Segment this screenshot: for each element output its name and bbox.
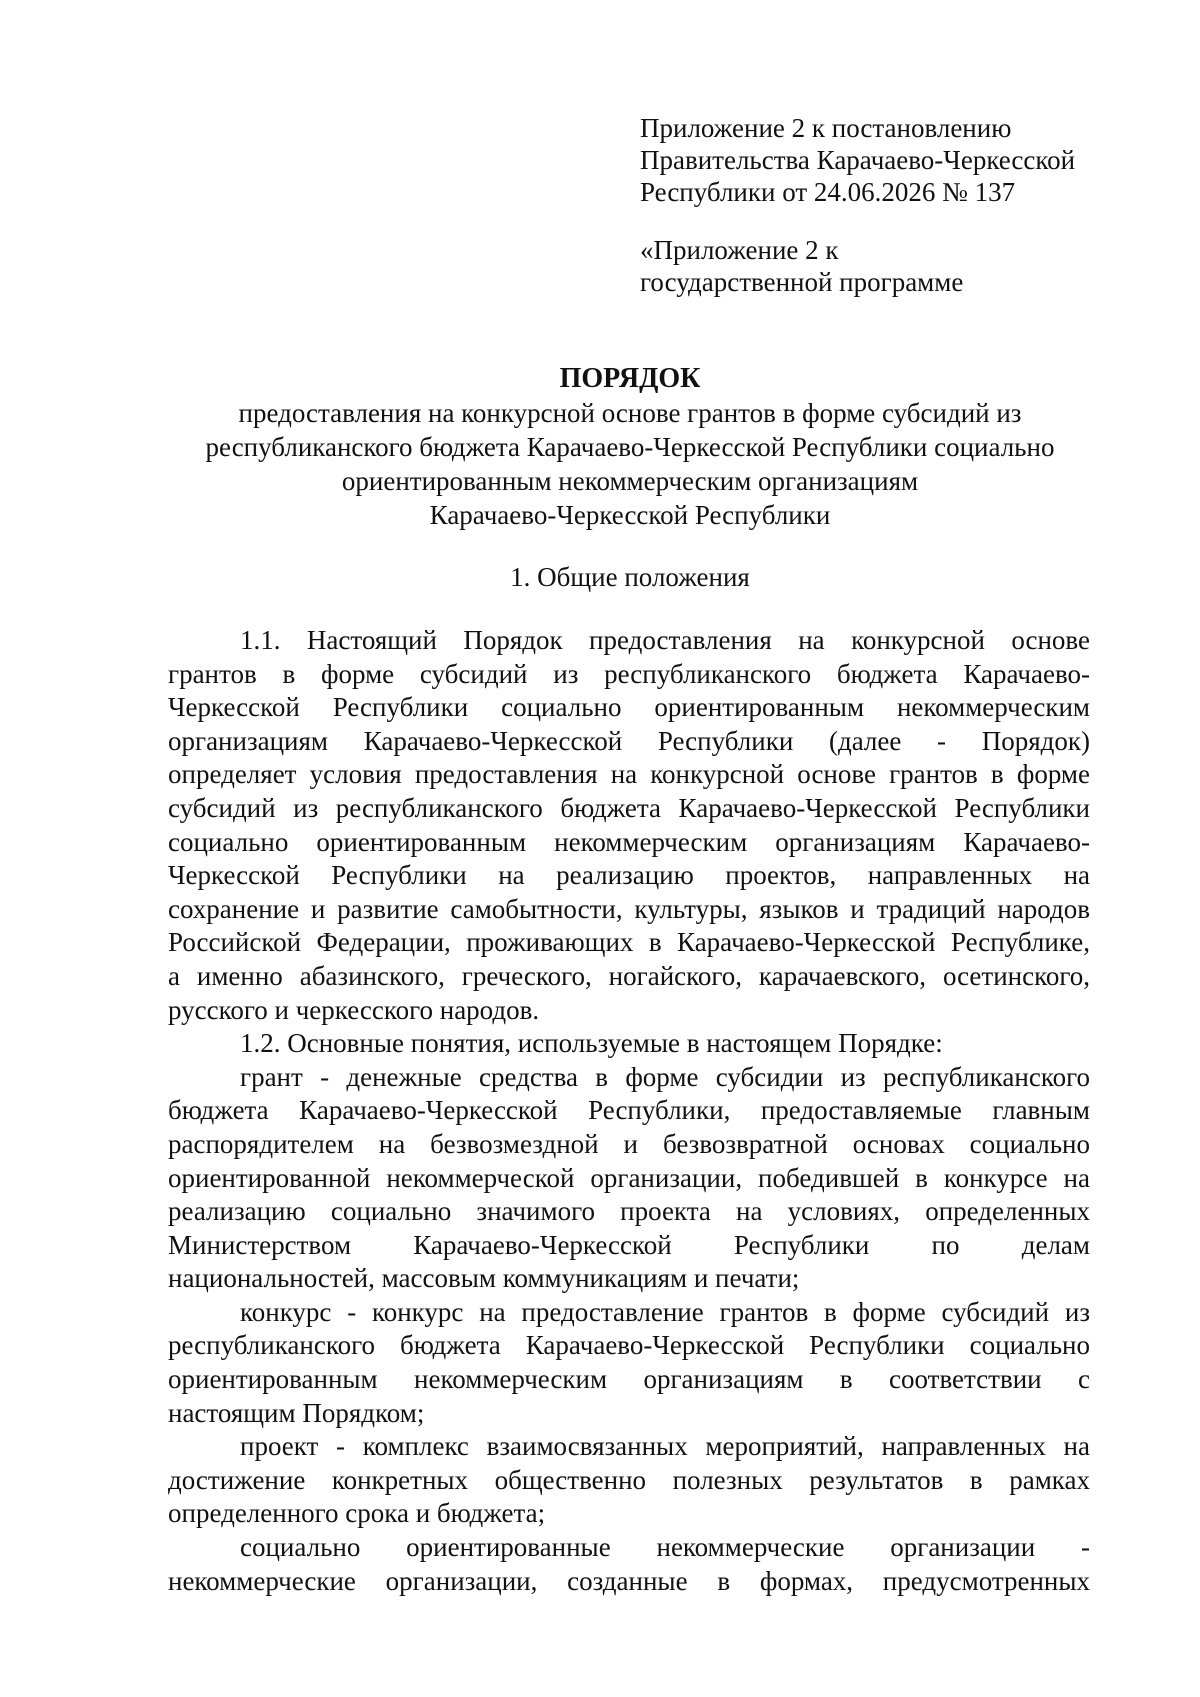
document-title-block — [150, 362, 1110, 532]
body-line: Черкесской Республики на реализацию проектов, направленных на — [168, 860, 1090, 891]
body-line: Российской Федерации, проживающих в Карачаево-Черкесской Республике, — [168, 927, 1090, 958]
body-line: распорядителем на безвозмездной и безвозвратной основах социально — [168, 1128, 1090, 1159]
appendix-line: государственной программе — [640, 267, 964, 297]
body-line: определенного срока и бюджета; — [168, 1498, 546, 1529]
body-line: Министерством Карачаево-Черкесской Республики по делам — [168, 1229, 1090, 1260]
body-line: грантов в форме субсидий из республиканского бюджета Карачаево- — [168, 658, 1090, 689]
program-appendix-reference — [640, 234, 1160, 298]
body-text — [168, 624, 1090, 1598]
body-line: сохранение и развитие самобытности, культуры, языков и традиций народов — [168, 893, 1090, 924]
body-line: конкурс - конкурс на предоставление грантов в форме субсидий из — [240, 1296, 1090, 1327]
body-line: русского и черкесского народов. — [168, 994, 540, 1025]
resolution-reference — [640, 112, 1160, 208]
body-line: социально ориентированные некоммерческие организации - — [240, 1532, 1090, 1563]
title-subline: ориентированным некоммерческим организациям — [341, 466, 919, 496]
body-line: 1.2. Основные понятия, используемые в настоящем Порядке: — [240, 1028, 943, 1059]
body-line: ориентированной некоммерческой организации, победившей в конкурсе на — [168, 1162, 1090, 1193]
title-subline: республиканского бюджета Карачаево-Черкесской Республики социально — [205, 432, 1055, 462]
body-line: бюджета Карачаево-Черкесской Республики, предоставляемые главным — [168, 1095, 1090, 1126]
body-line: республиканского бюджета Карачаево-Черкесской Республики социально — [168, 1330, 1090, 1361]
header-line: Правительства Карачаево-Черкесской — [640, 145, 1076, 175]
body-line: 1.1. Настоящий Порядок предоставления на конкурсной основе — [240, 625, 1090, 655]
body-line: определяет условия предоставления на конкурсной основе грантов в форме — [168, 759, 1090, 790]
body-line: проект - комплекс взаимосвязанных мероприятий, направленных на — [240, 1431, 1090, 1462]
title-subline: Карачаево-Черкесской Республики — [429, 500, 831, 530]
body-line: достижение конкретных общественно полезных результатов в рамках — [168, 1464, 1090, 1495]
body-line: национальностей, массовым коммуникациям и печати; — [168, 1263, 800, 1294]
appendix-line: «Приложение 2 к — [640, 235, 839, 265]
body-line: некоммерческие организации, созданные в формах, предусмотренных — [168, 1565, 1090, 1596]
body-line: грант - денежные средства в форме субсидии из республиканского — [240, 1061, 1090, 1092]
document-title: ПОРЯДОК — [559, 363, 701, 394]
body-line: а именно абазинского, греческого, ногайского, карачаевского, осетинского, — [168, 960, 1090, 991]
body-line: социально ориентированным некоммерческим организациям Карачаево- — [168, 826, 1090, 857]
header-line: Республики от 24.06.2026 № 137 — [640, 177, 1016, 207]
body-line: ориентированным некоммерческим организациям в соответствии с — [168, 1364, 1090, 1395]
body-line: реализацию социально значимого проекта на условиях, определенных — [168, 1196, 1090, 1227]
section-heading: 1. Общие положения — [510, 562, 750, 592]
title-subline: предоставления на конкурсной основе грантов в форме субсидий из — [238, 398, 1022, 428]
body-line: настоящим Порядком; — [168, 1397, 425, 1428]
body-line: организациям Карачаево-Черкесской Республики (далее - Порядок) — [168, 725, 1090, 756]
header-line: Приложение 2 к постановлению — [640, 113, 1012, 143]
body-line: субсидий из республиканского бюджета Карачаево-Черкесской Республики — [168, 792, 1090, 823]
body-line: Черкесской Республики социально ориентированным некоммерческим — [168, 692, 1090, 723]
